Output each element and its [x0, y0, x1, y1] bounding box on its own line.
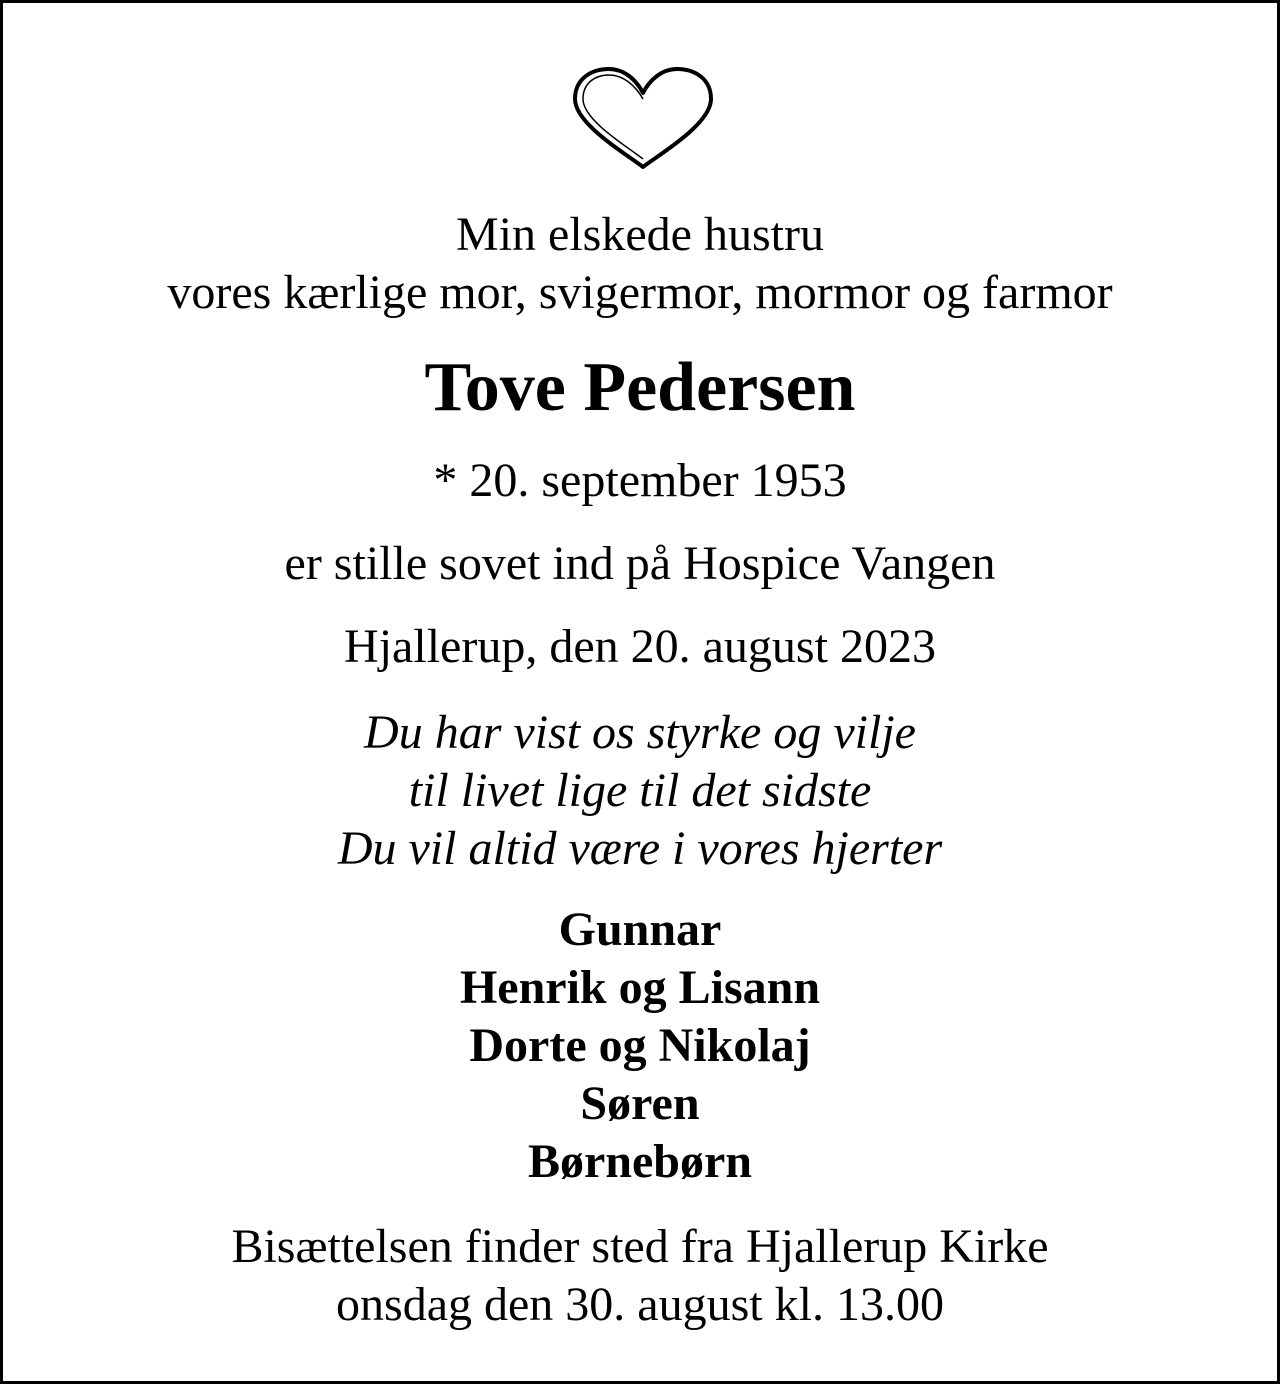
birth-date: * 20. september 1953 — [433, 454, 847, 507]
passing-text: er stille sovet ind på Hospice Vangen — [284, 537, 996, 590]
verse-line-2: til livet lige til det sidste — [408, 764, 872, 817]
funeral-line-2: onsdag den 30. august kl. 13.00 — [336, 1278, 944, 1331]
intro-line-1: Min elskede hustru — [456, 208, 824, 261]
verse-line-3: Du vil altid være i vores hjerter — [337, 822, 943, 875]
family-member: Gunnar — [558, 903, 722, 956]
family-member: Børnebørn — [527, 1135, 752, 1188]
family-member: Dorte og Nikolaj — [469, 1019, 811, 1072]
heart-outline-icon — [569, 65, 717, 173]
place-and-date: Hjallerup, den 20. august 2023 — [344, 620, 936, 673]
intro-line-2: vores kærlige mor, svigermor, mormor og farmor — [167, 266, 1113, 319]
verse-line-1: Du har vist os styrke og vilje — [364, 706, 916, 759]
family-member: Søren — [580, 1077, 700, 1130]
funeral-line-1: Bisættelsen finder sted fra Hjallerup Kirke — [231, 1220, 1049, 1273]
deceased-name: Tove Pedersen — [424, 349, 856, 426]
family-member: Henrik og Lisann — [459, 961, 821, 1014]
